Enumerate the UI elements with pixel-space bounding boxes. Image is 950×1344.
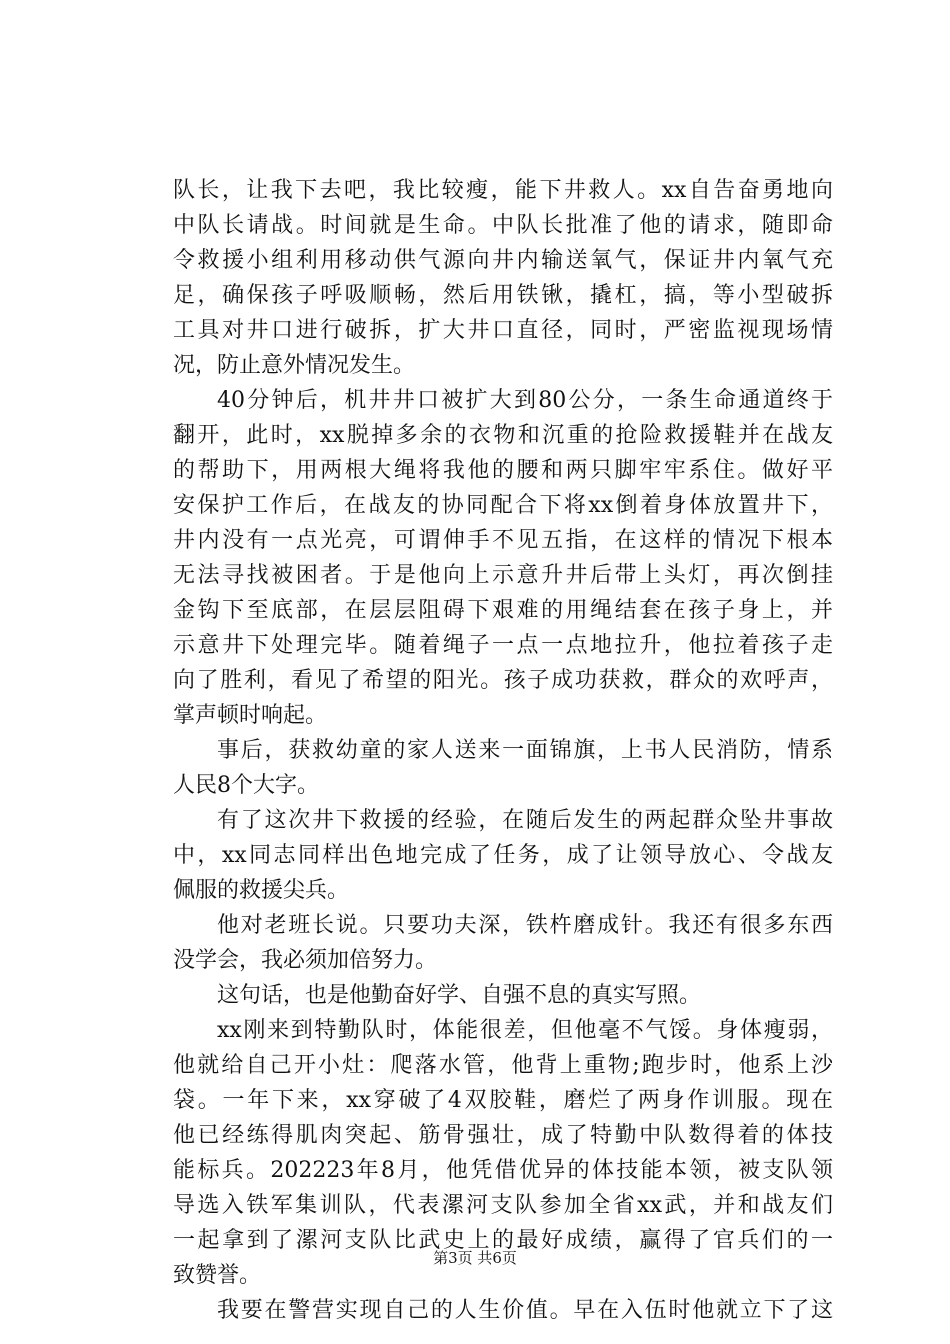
text-line: 掌声顿时响起。: [173, 703, 328, 728]
text-line: xx刚来到特勤队时，体能很差，但他毫不气馁。身体瘦弱，: [217, 1018, 833, 1043]
text-line: 有了这次井下救援的经验，在随后发生的两起群众坠井事故: [217, 808, 833, 833]
text-line: 致赞誉。: [173, 1263, 262, 1288]
text-line: 足，确保孩子呼吸顺畅，然后用铁锹，撬杠，搞，等小型破拆: [173, 283, 833, 308]
text-line: 金钩下至底部，在层层阻碍下艰难的用绳结套在孩子身上，并: [173, 598, 833, 623]
text-line: 能标兵。202223年8月，他凭借优异的体技能本领，被支队领: [173, 1158, 833, 1183]
text-line: 人民8个大字。: [173, 773, 319, 798]
text-line: 翻开，此时，xx脱掉多余的衣物和沉重的抢险救援鞋并在战友: [173, 423, 833, 448]
text-line: 的帮助下，用两根大绳将我他的腰和两只脚牢牢系住。做好平: [173, 458, 833, 483]
text-line: 井内没有一点光亮，可谓伸手不见五指，在这样的情况下根本: [173, 528, 833, 553]
text-line: 中队长请战。时间就是生命。中队长批准了他的请求，随即命: [173, 213, 833, 238]
page-number-footer: 第3页 共6页: [433, 1249, 517, 1267]
body-text: [173, 173, 833, 1328]
text-line: 袋。一年下来，xx穿破了4双胶鞋，磨烂了两身作训服。现在: [173, 1088, 833, 1113]
text-line: 示意井下处理完毕。随着绳子一点一点地拉升，他拉着孩子走: [173, 633, 833, 658]
text-line: 我要在警营实现自己的人生价值。早在入伍时他就立下了这: [217, 1298, 833, 1323]
text-line: 他就给自己开小灶：爬落水管，他背上重物;跑步时，他系上沙: [173, 1053, 833, 1078]
text-line: 一起拿到了漯河支队比武史上的最好成绩，赢得了官兵们的一: [173, 1228, 833, 1253]
text-line: 这句话，也是他勤奋好学、自强不息的真实写照。: [217, 983, 702, 1008]
text-line: 安保护工作后，在战友的协同配合下将xx倒着身体放置井下，: [173, 493, 833, 518]
text-line: 没学会，我必须加倍努力。: [173, 948, 438, 973]
text-line: 队长，让我下去吧，我比较瘦，能下井救人。xx自告奋勇地向: [173, 178, 833, 203]
text-line: 他已经练得肌肉突起、筋骨强壮，成了特勤中队数得着的体技: [173, 1123, 833, 1148]
text-line: 导选入铁军集训队，代表漯河支队参加全省xx武，并和战友们: [173, 1193, 833, 1218]
text-line: 40分钟后，机井井口被扩大到80公分，一条生命通道终于: [217, 388, 833, 413]
text-line: 向了胜利，看见了希望的阳光。孩子成功获救，群众的欢呼声，: [173, 668, 833, 693]
text-line: 况，防止意外情况发生。: [173, 353, 416, 378]
text-line: 令救援小组利用移动供气源向井内输送氧气，保证井内氧气充: [173, 248, 833, 273]
text-line: 无法寻找被困者。于是他向上示意升井后带上头灯，再次倒挂: [173, 563, 833, 588]
text-line: 事后，获救幼童的家人送来一面锦旗，上书人民消防，情系: [217, 738, 833, 763]
text-line: 佩服的救援尖兵。: [173, 878, 350, 903]
text-line: 他对老班长说。只要功夫深，铁杵磨成针。我还有很多东西: [217, 913, 833, 938]
text-line: 工具对井口进行破拆，扩大井口直径，同时，严密监视现场情: [173, 318, 833, 343]
text-line: 中，xx同志同样出色地完成了任务，成了让领导放心、令战友: [173, 843, 833, 868]
